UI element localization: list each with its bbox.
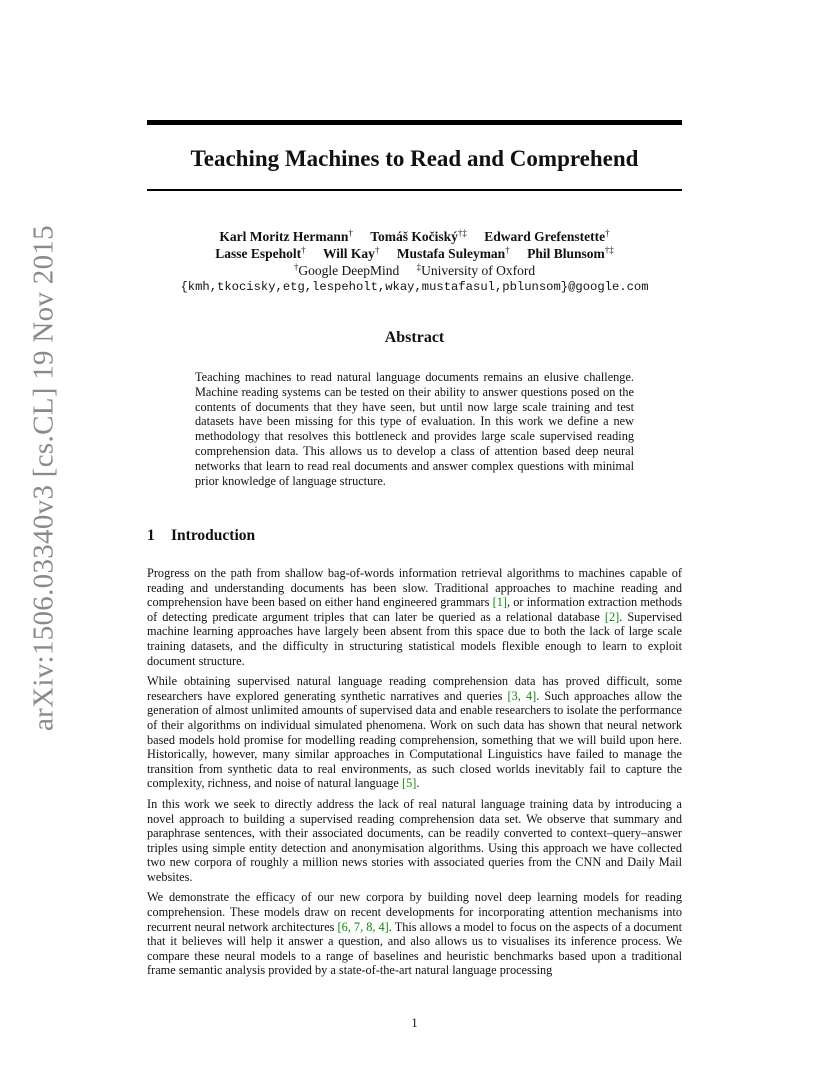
affiliation-mark: † <box>374 245 380 255</box>
abstract-heading: Abstract <box>384 329 445 346</box>
abstract-text: Teaching machines to read natural language documents remains an elusive challenge. Machine reading systems can be tested on their ability to answer questions posed on the contents of documents that they have seen, but until now large scale training and test datasets have been missing for this type of evaluation. In this work we define a new methodology that resolves this bottleneck and provides large scale supervised reading comprehension data. This allows us to develop a class of attention based deep neural networks that learn to read real documents and answer complex questions with minimal prior knowledge of language structure. <box>195 370 634 488</box>
section-heading-introduction <box>147 527 255 545</box>
affiliation-mark: † <box>301 245 306 255</box>
author-name: Edward Grefenstette <box>484 229 606 244</box>
affiliation-mark: † <box>348 228 353 238</box>
paragraph <box>147 890 682 978</box>
paragraph-text: . Such approaches allow the generation of almost unlimited amounts of supervised data and enable researchers to isolate the performance of their algorithms on individual simulated phenomena. Work on such data has shown that neural network based models hold promise for modelling reading comprehension, something that we will build upon here. Historically, however, many similar approaches in Computational Linguistics have failed to manage the transition from synthetic data to real environments, as such closed worlds inevitably fail to capture the complexity, richness, and noise of natural language <box>147 688 682 791</box>
section-title: Introduction <box>171 527 256 544</box>
paragraph-text: , or information extraction methods of detecting predicate argument triples that can later be queried as a relational database <box>147 595 682 624</box>
paragraph-text: . Supervised machine learning approaches have largely been absent from this space due to both the lack of large scale training datasets, and the difficulty in structuring statistical models flexible enough to learn to exploit document structure. <box>147 609 682 668</box>
affiliation-mark: † <box>505 245 510 255</box>
author-name: Mustafa Suleyman <box>396 246 506 261</box>
paragraph-text: Progress on the path from shallow bag-of-words information retrieval algorithms to machines capable of reading and understanding documents has been slow. Traditional approaches to machine reading and comprehension have been based on either hand engineered grammars <box>147 566 682 610</box>
author-name: Lasse Espeholt <box>215 246 302 261</box>
paragraph <box>147 674 682 791</box>
paragraph-text: We demonstrate the efficacy of our new corpora by building novel deep learning models for reading comprehension. These models draw on recent developments for incorporating attention mechanisms into recurrent neural network architectures <box>147 890 682 934</box>
affiliation-row <box>147 262 682 279</box>
author-name: Tomáš Kočiský <box>370 229 458 244</box>
author-name: Will Kay <box>323 246 375 261</box>
paragraph-text: While obtaining supervised natural language reading comprehension data has proved difficult, some researchers have explored generating synthetic narratives and queries <box>147 674 682 703</box>
arxiv-identifier-stamp: arXiv:1506.03340v3 [cs.CL] 19 Nov 2015 <box>27 225 60 731</box>
affiliation-mark: †‡ <box>457 228 467 238</box>
paragraph <box>147 797 682 885</box>
title-top-rule <box>147 120 682 125</box>
citation-link[interactable]: [3, 4] <box>507 688 537 703</box>
page-number: 1 <box>411 1016 418 1030</box>
paragraph-text: . <box>416 776 420 791</box>
affiliation-mark: † <box>293 262 299 272</box>
author-row-2 <box>147 245 682 262</box>
author-name: Phil Blunsom <box>527 246 605 261</box>
citation-link[interactable]: [1] <box>492 595 507 610</box>
affiliation-mark: ‡ <box>416 262 422 272</box>
affiliation-mark: †‡ <box>604 245 614 255</box>
section-number: 1 <box>147 527 155 544</box>
citation-link[interactable]: [2] <box>604 609 620 624</box>
paragraph <box>147 566 682 668</box>
paragraph-text: . This allows a model to focus on the aspects of a document that it believes will help it answer a question, and also allows us to visualises its inference process. We compare these neural models to a range of baselines and heuristic benchmarks based upon a traditional frame semantic analysis provided by a state-of-the-art natural language processing <box>147 919 682 978</box>
introduction-body <box>147 566 682 984</box>
affiliation-google-deepmind: Google DeepMind <box>298 263 400 278</box>
author-name: Karl Moritz Hermann <box>219 229 349 244</box>
author-row-1 <box>147 228 682 245</box>
paragraph-text: In this work we seek to directly address the lack of real natural language training data by introducing a novel approach to building a supervised reading comprehension data set. We observe that summary and paraphrase sentences, with their associated documents, can be readily converted to context–query–answer triples using simple entity detection and anonymisation algorithms. Using this approach we have collected two new corpora of roughly a million news stories with associated queries from the CNN and Daily Mail websites. <box>147 796 682 884</box>
affiliation-mark: † <box>605 228 610 238</box>
title-bottom-rule <box>147 189 682 191</box>
paper-title: Teaching Machines to Read and Comprehend <box>190 146 639 171</box>
author-emails: {kmh,tkocisky,etg,lespeholt,wkay,mustafasul,pblunsom}@google.com <box>180 280 649 294</box>
citation-link[interactable]: [6, 7, 8, 4] <box>337 919 389 934</box>
affiliation-university-of-oxford: University of Oxford <box>421 263 536 278</box>
author-block <box>147 228 682 296</box>
citation-link[interactable]: [5] <box>401 776 417 791</box>
